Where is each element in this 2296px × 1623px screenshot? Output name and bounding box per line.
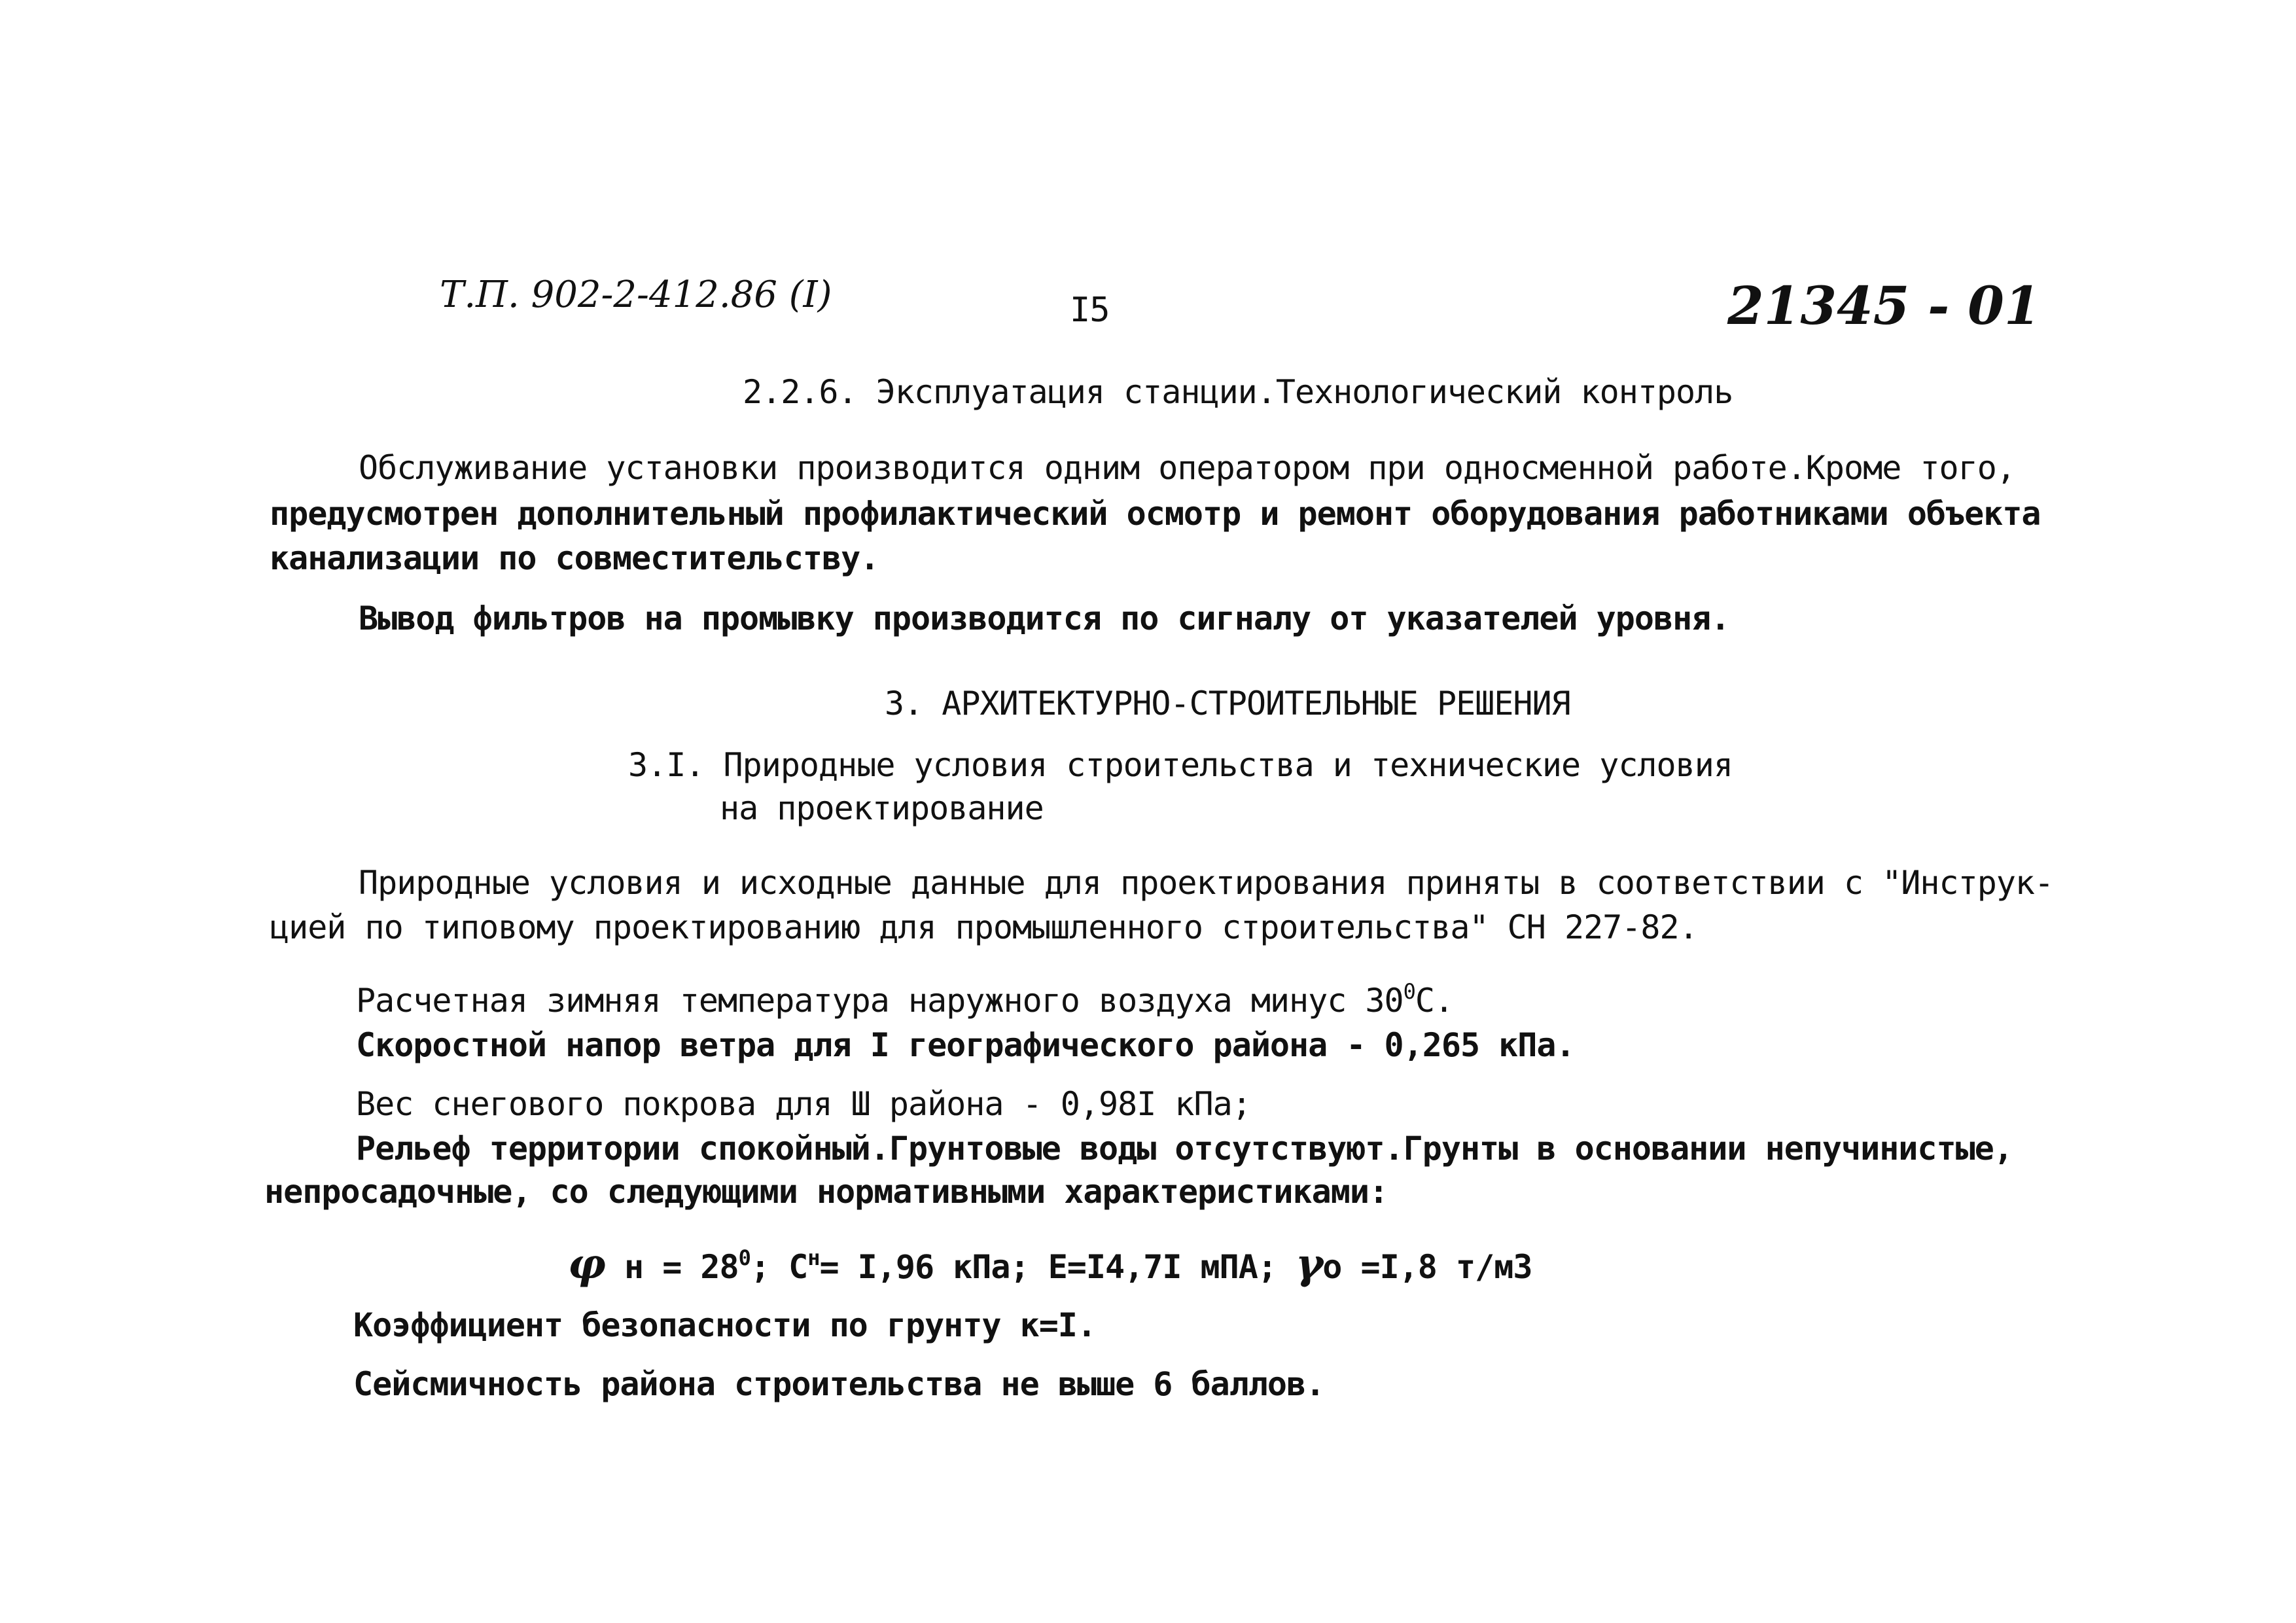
phi-symbol: φ [568,1240,605,1289]
section-heading-3: 3. АРХИТЕКТУРНО-СТРОИТЕЛЬНЫЕ РЕШЕНИЯ [885,685,1570,722]
wind-line: Скоростной напор ветра для I географического района - 0,265 кПа. [356,1026,1575,1064]
paragraph-line: непросадочные, со следующими нормативными характеристиками: [264,1173,1388,1211]
soil-characteristics-formula [568,1240,1532,1289]
snow-line: Вес снегового покрова для Ш района - 0,98I кПа; [356,1085,1251,1123]
subsection-heading-3-1-cont: на проектирование [720,789,1044,827]
gamma-symbol: γ [1296,1240,1323,1289]
c-superscript: н [807,1245,820,1270]
paragraph-line: канализации по совместительству. [270,539,879,577]
phi-degree: 0 [738,1245,751,1270]
document-code-left: Т.П. 902-2-412.86 (I) [440,274,832,316]
phi-value: н = 28 [605,1248,739,1286]
safety-factor-line: Коэффициент безопасности по грунту к=I. [353,1306,1096,1344]
paragraph-line: Обслуживание установки производится одним оператором при односменной работе.Кроме того, [359,449,2015,487]
c-and-e-values: = I,96 кПа; Е=I4,7I мПА; [819,1248,1296,1286]
c-label: ; С [750,1248,808,1286]
gamma-value: о =I,8 т/м3 [1322,1248,1532,1286]
page-number: I5 [1070,291,1110,330]
paragraph-line: Природные условия и исходные данные для проектирования приняты в соответствии с "Инструк- [359,864,2054,902]
degree-superscript: 0 [1403,979,1415,1004]
temperature-line [356,979,1454,1020]
document-code-right: 21345 - 01 [1727,275,2041,336]
temperature-unit: С. [1415,982,1454,1020]
paragraph-line: цией по типовому проектированию для промышленного строительства" СН 227-82. [270,908,1698,946]
paragraph-line: Рельеф территории спокойный.Грунтовые воды отсутствуют.Грунты в основании непучинистые, [356,1130,2013,1168]
section-heading-2-2-6: 2.2.6. Эксплуатация станции.Технологический контроль [743,373,1733,411]
paragraph-line: предусмотрен дополнительный профилактический осмотр и ремонт оборудования работниками объекта [270,495,2041,533]
paragraph-washing: Вывод фильтров на промывку производится по сигналу от указателей уровня. [359,599,1730,637]
seismic-line: Сейсмичность района строительства не выше 6 баллов. [353,1365,1325,1403]
subsection-heading-3-1: 3.I. Природные условия строительства и технические условия [628,746,1733,784]
temperature-text: Расчетная зимняя температура наружного воздуха минус 30 [356,982,1404,1020]
